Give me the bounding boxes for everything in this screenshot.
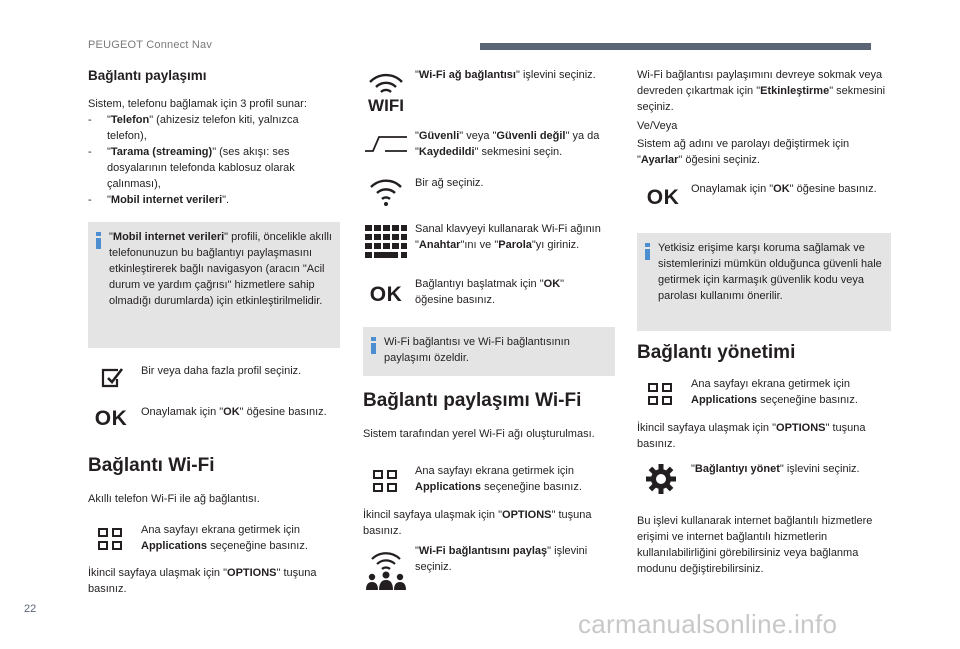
applications-grid-icon: [370, 467, 400, 495]
ok-icon: OK: [369, 283, 403, 306]
note-text: Wi-Fi bağlantısı ve Wi-Fi bağlantısının paylaşımı özeldir.: [384, 336, 570, 364]
section-title-connection-management: Bağlantı yönetimi: [637, 342, 796, 363]
info-icon: [96, 232, 102, 249]
step-open-applications: Ana sayfayı ekrana getirmek için Applications seçeneğine basınız.: [415, 465, 582, 493]
tab-selector-icon: [363, 133, 409, 155]
note-box-wifi-private: [363, 327, 615, 376]
step-confirm-ok: Onaylamak için "OK" öğesine basınız.: [141, 406, 327, 418]
running-header: PEUGEOT Connect Nav: [88, 39, 213, 51]
applications-grid-icon: [95, 525, 125, 553]
step-wifi-connection: "Wi-Fi ağ bağlantısı" işlevini seçiniz.: [415, 69, 596, 81]
note-box-mobile-data: [88, 222, 340, 348]
profile-item-streaming: - "Tarama (streaming)" (ses akışı: ses dosyalarının telefonda kablosuz olarak çalınması),: [88, 144, 338, 192]
toggle-sharing-text: Wi-Fi bağlantısı paylaşımını devreye sokmak veya devreden çıkartmak için "Etkinleştirme" sekmesini seçiniz.: [637, 69, 886, 113]
step-open-applications: Ana sayfayı ekrana getirmek için Applications seçeneğine basınız.: [691, 378, 858, 406]
ok-icon: OK: [646, 186, 680, 209]
wifi-share-icon: [364, 549, 408, 591]
note-text: "Mobil internet verileri" profili, öncelikle akıllı telefonunuzun bu bağlantıyı paylaşmasını etkinleştirerek bağlı navigasyon (aracın "Acil durum ve yardım çağrısı" hizmetlere sahip olmadığı durumlarda) için etkinleştirilmelidir.: [109, 231, 332, 307]
info-icon: [371, 337, 377, 354]
step-secondary-page: İkincil sayfaya ulaşmak için "OPTIONS" tuşuna basınız.: [88, 567, 317, 595]
checkbox-select-icon: [98, 364, 126, 392]
settings-text: Sistem ağ adını ve parolayı değiştirmek için "Ayarlar" öğesini seçiniz.: [637, 138, 850, 166]
gear-icon: [644, 462, 678, 496]
profile-item-phone: - "Telefon" (ahizesiz telefon kiti, yalnızca telefon),: [88, 112, 338, 144]
profile-list: [88, 112, 338, 208]
step-select-network: Bir ağ seçiniz.: [415, 177, 484, 189]
wifi-intro: Akıllı telefon Wi-Fi ile ağ bağlantısı.: [88, 493, 260, 505]
section-title-wifi-sharing: Bağlantı paylaşımı Wi-Fi: [363, 390, 582, 411]
wifi-icon-label: WIFI: [368, 96, 404, 112]
step-enter-key-password: Sanal klavyeyi kullanarak Wi-Fi ağının "Anahtar"ını ve "Parola"yı giriniz.: [415, 223, 601, 251]
page-number: 22: [24, 603, 37, 615]
note-text: Yetkisiz erişime karşı koruma sağlamak ve sistemlerinizi mümkün olduğunca güvenli hale getirmek için karmaşık güvenlik kodu veya parolası kullanımı önerilir.: [658, 242, 882, 302]
watermark: carmanualsonline.info: [578, 609, 838, 639]
section-title-wifi: Bağlantı Wi-Fi: [88, 455, 215, 476]
profiles-intro: Sistem, telefonu bağlamak için 3 profil sunar:: [88, 98, 307, 110]
header-bar: [480, 43, 871, 50]
step-confirm-ok: Onaylamak için "OK" öğesine basınız.: [691, 183, 877, 195]
step-manage-connection: "Bağlantıyı yönet" işlevini seçiniz.: [691, 463, 860, 475]
keyboard-icon: [364, 224, 408, 260]
ok-icon: OK: [94, 407, 128, 430]
share-intro: Sistem tarafından yerel Wi-Fi ağı oluşturulması.: [363, 428, 595, 440]
step-select-profile: Bir veya daha fazla profil seçiniz.: [141, 365, 302, 377]
info-icon: [645, 243, 651, 260]
final-paragraph: Bu işlevi kullanarak internet bağlantılı hizmetlere erişimi ve internet bağlantılı hizmetlerin kullanılabilirliğini görebilirsiniz veya bağlanma modunu değiştirebilirsiniz.: [637, 515, 873, 575]
step-select-security-tab: "Güvenli" veya "Güvenli değil" ya da "Kaydedildi" sekmesini seçin.: [415, 130, 600, 158]
step-share-wifi: "Wi-Fi bağlantısını paylaş" işlevini seçiniz.: [415, 545, 588, 573]
wifi-icon: [363, 68, 409, 112]
step-secondary-page: İkincil sayfaya ulaşmak için "OPTIONS" tuşuna basınız.: [363, 509, 592, 537]
step-start-connection: Bağlantıyı başlatmak için "OK" öğesine basınız.: [415, 278, 565, 306]
applications-grid-icon: [645, 380, 675, 408]
profile-item-mobile-data: - "Mobil internet verileri".: [88, 192, 338, 208]
subheading-connection-sharing: Bağlantı paylaşımı: [88, 68, 207, 83]
and-or-text: Ve/Veya: [637, 120, 678, 132]
wifi-signal-icon: [366, 176, 406, 208]
step-secondary-page: İkincil sayfaya ulaşmak için "OPTIONS" tuşuna basınız.: [637, 422, 866, 450]
step-open-applications: Ana sayfayı ekrana getirmek için Applications seçeneğine basınız.: [141, 524, 308, 552]
note-box-security: [637, 233, 891, 331]
